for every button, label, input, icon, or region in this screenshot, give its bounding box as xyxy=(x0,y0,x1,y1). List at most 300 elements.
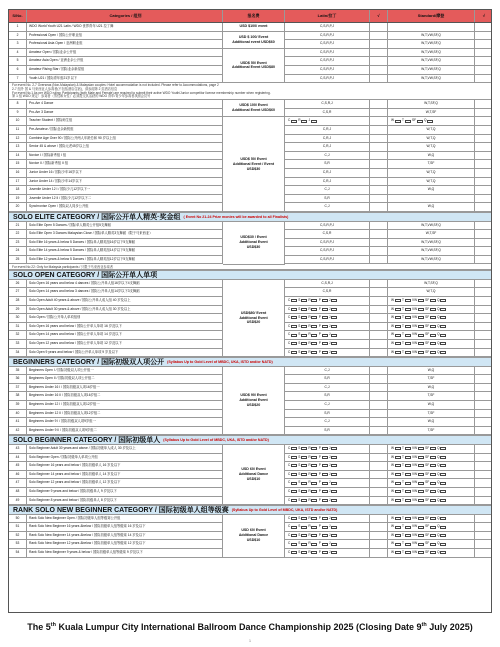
dance-checkbox[interactable] xyxy=(418,464,424,467)
dance-checkbox[interactable] xyxy=(418,447,424,450)
dance-checkbox[interactable] xyxy=(328,524,337,529)
standard-tick-cell[interactable] xyxy=(475,454,492,462)
dance-checkbox[interactable] xyxy=(328,323,337,328)
dance-checkbox[interactable] xyxy=(395,299,401,302)
latin-tick-cell[interactable] xyxy=(370,418,388,426)
standard-tick-cell[interactable] xyxy=(475,178,492,186)
standard-tick-cell[interactable] xyxy=(475,186,492,194)
dance-checkbox[interactable] xyxy=(440,473,446,476)
dance-checkbox[interactable] xyxy=(430,464,436,467)
dance-checkbox[interactable] xyxy=(395,120,401,123)
dance-checkbox[interactable] xyxy=(322,499,328,502)
dance-checkbox[interactable] xyxy=(430,308,436,311)
latin-tick-cell[interactable] xyxy=(370,340,388,348)
dance-checkbox[interactable] xyxy=(430,447,436,450)
dance-checkbox[interactable] xyxy=(311,464,317,467)
standard-tick-cell[interactable] xyxy=(475,230,492,238)
dance-checkbox[interactable] xyxy=(301,526,307,529)
dance-checkbox[interactable] xyxy=(440,342,446,345)
dance-checkbox[interactable] xyxy=(322,464,328,467)
standard-tick-cell[interactable] xyxy=(475,297,492,305)
dance-checkbox[interactable] xyxy=(405,120,411,123)
dance-checkbox[interactable] xyxy=(311,334,317,337)
standard-tick-cell[interactable] xyxy=(475,75,492,83)
dance-checkbox[interactable] xyxy=(405,499,411,502)
dance-checkbox[interactable] xyxy=(418,517,424,520)
dance-checkbox[interactable] xyxy=(311,534,317,537)
dance-checkbox[interactable] xyxy=(301,308,307,311)
dance-checkbox[interactable] xyxy=(405,543,411,546)
standard-tick-cell[interactable] xyxy=(475,384,492,392)
dance-checkbox[interactable] xyxy=(418,316,424,319)
latin-tick-cell[interactable] xyxy=(370,540,388,548)
dance-checkbox[interactable] xyxy=(405,490,411,493)
dance-checkbox[interactable] xyxy=(440,325,446,328)
latin-tick-cell[interactable] xyxy=(370,169,388,177)
dance-checkbox[interactable] xyxy=(328,550,337,555)
dance-checkbox[interactable] xyxy=(301,316,307,319)
dance-checkbox[interactable] xyxy=(301,342,307,345)
latin-tick-cell[interactable] xyxy=(370,479,388,487)
dance-checkbox[interactable] xyxy=(291,473,297,476)
dance-checkbox[interactable] xyxy=(430,316,436,319)
dance-checkbox[interactable] xyxy=(301,517,307,520)
dance-checkbox[interactable] xyxy=(440,490,446,493)
dance-checkbox[interactable] xyxy=(328,515,337,520)
latin-tick-cell[interactable] xyxy=(370,40,388,48)
latin-tick-cell[interactable] xyxy=(370,117,388,125)
dance-checkbox[interactable] xyxy=(322,299,328,302)
dance-checkbox[interactable] xyxy=(395,551,401,554)
dance-checkbox[interactable] xyxy=(430,473,436,476)
dance-checkbox[interactable] xyxy=(301,120,307,123)
dance-checkbox[interactable] xyxy=(311,473,317,476)
standard-tick-cell[interactable] xyxy=(475,532,492,540)
dance-checkbox[interactable] xyxy=(430,482,436,485)
dance-checkbox[interactable] xyxy=(322,325,328,328)
dance-checkbox[interactable] xyxy=(440,299,446,302)
dance-checkbox[interactable] xyxy=(301,456,307,459)
dance-checkbox[interactable] xyxy=(322,482,328,485)
standard-tick-cell[interactable] xyxy=(475,314,492,322)
standard-tick-cell[interactable] xyxy=(475,340,492,348)
dance-checkbox[interactable] xyxy=(291,526,297,529)
dance-checkbox[interactable] xyxy=(395,482,401,485)
standard-tick-cell[interactable] xyxy=(475,160,492,168)
dance-checkbox[interactable] xyxy=(395,490,401,493)
latin-tick-cell[interactable] xyxy=(370,401,388,409)
dance-checkbox[interactable] xyxy=(328,297,337,302)
dance-checkbox[interactable] xyxy=(301,543,307,546)
standard-tick-cell[interactable] xyxy=(475,471,492,479)
standard-tick-cell[interactable] xyxy=(475,392,492,400)
latin-tick-cell[interactable] xyxy=(370,323,388,331)
dance-checkbox[interactable] xyxy=(395,334,401,337)
dance-checkbox[interactable] xyxy=(291,299,297,302)
latin-tick-cell[interactable] xyxy=(370,515,388,523)
dance-checkbox[interactable] xyxy=(301,299,307,302)
dance-checkbox[interactable] xyxy=(430,334,436,337)
latin-tick-cell[interactable] xyxy=(370,349,388,357)
latin-tick-cell[interactable] xyxy=(370,100,388,108)
dance-checkbox[interactable] xyxy=(322,517,328,520)
standard-tick-cell[interactable] xyxy=(475,462,492,470)
standard-tick-cell[interactable] xyxy=(475,306,492,314)
dance-checkbox[interactable] xyxy=(440,316,446,319)
dance-checkbox[interactable] xyxy=(322,551,328,554)
latin-tick-cell[interactable] xyxy=(370,109,388,117)
standard-tick-cell[interactable] xyxy=(475,256,492,264)
dance-checkbox[interactable] xyxy=(328,445,337,450)
standard-tick-cell[interactable] xyxy=(475,523,492,531)
dance-checkbox[interactable] xyxy=(291,351,297,354)
latin-tick-cell[interactable] xyxy=(370,288,388,296)
dance-checkbox[interactable] xyxy=(291,447,297,450)
dance-checkbox[interactable] xyxy=(418,534,424,537)
dance-checkbox[interactable] xyxy=(405,316,411,319)
standard-tick-cell[interactable] xyxy=(475,427,492,435)
dance-checkbox[interactable] xyxy=(322,447,328,450)
standard-tick-cell[interactable] xyxy=(475,488,492,496)
standard-tick-cell[interactable] xyxy=(475,57,492,65)
dance-checkbox[interactable] xyxy=(322,351,328,354)
dance-checkbox[interactable] xyxy=(311,482,317,485)
dance-checkbox[interactable] xyxy=(322,490,328,493)
dance-checkbox[interactable] xyxy=(311,526,317,529)
dance-checkbox[interactable] xyxy=(301,482,307,485)
dance-checkbox[interactable] xyxy=(418,342,424,345)
dance-checkbox[interactable] xyxy=(418,490,424,493)
dance-checkbox[interactable] xyxy=(395,447,401,450)
latin-tick-cell[interactable] xyxy=(370,280,388,288)
standard-tick-cell[interactable] xyxy=(475,375,492,383)
dance-checkbox[interactable] xyxy=(301,325,307,328)
dance-checkbox[interactable] xyxy=(430,325,436,328)
dance-checkbox[interactable] xyxy=(301,351,307,354)
standard-tick-cell[interactable] xyxy=(475,117,492,125)
standard-tick-cell[interactable] xyxy=(475,323,492,331)
dance-checkbox[interactable] xyxy=(440,308,446,311)
dance-checkbox[interactable] xyxy=(301,464,307,467)
dance-checkbox[interactable] xyxy=(291,342,297,345)
dance-checkbox[interactable] xyxy=(301,447,307,450)
dance-checkbox[interactable] xyxy=(405,342,411,345)
latin-tick-cell[interactable] xyxy=(370,314,388,322)
dance-checkbox[interactable] xyxy=(322,473,328,476)
dance-checkbox[interactable] xyxy=(395,316,401,319)
dance-checkbox[interactable] xyxy=(311,447,317,450)
standard-tick-cell[interactable] xyxy=(475,49,492,57)
dance-checkbox[interactable] xyxy=(301,490,307,493)
standard-tick-cell[interactable] xyxy=(475,418,492,426)
dance-checkbox[interactable] xyxy=(291,456,297,459)
standard-tick-cell[interactable] xyxy=(475,549,492,557)
dance-checkbox[interactable] xyxy=(440,526,446,529)
dance-checkbox[interactable] xyxy=(322,534,328,537)
latin-tick-cell[interactable] xyxy=(370,471,388,479)
latin-tick-cell[interactable] xyxy=(370,297,388,305)
dance-checkbox[interactable] xyxy=(405,526,411,529)
dance-checkbox[interactable] xyxy=(311,551,317,554)
dance-checkbox[interactable] xyxy=(395,473,401,476)
dance-checkbox[interactable] xyxy=(311,299,317,302)
dance-checkbox[interactable] xyxy=(328,532,337,537)
dance-checkbox[interactable] xyxy=(405,473,411,476)
latin-tick-cell[interactable] xyxy=(370,152,388,160)
latin-tick-cell[interactable] xyxy=(370,23,388,31)
latin-tick-cell[interactable] xyxy=(370,49,388,57)
dance-checkbox[interactable] xyxy=(291,308,297,311)
dance-checkbox[interactable] xyxy=(301,334,307,337)
dance-checkbox[interactable] xyxy=(430,517,436,520)
latin-tick-cell[interactable] xyxy=(370,32,388,40)
latin-tick-cell[interactable] xyxy=(370,135,388,143)
latin-tick-cell[interactable] xyxy=(370,160,388,168)
dance-checkbox[interactable] xyxy=(430,351,436,354)
dance-checkbox[interactable] xyxy=(328,463,337,468)
dance-checkbox[interactable] xyxy=(291,482,297,485)
dance-checkbox[interactable] xyxy=(418,351,424,354)
dance-checkbox[interactable] xyxy=(405,308,411,311)
dance-checkbox[interactable] xyxy=(405,464,411,467)
dance-checkbox[interactable] xyxy=(322,543,328,546)
latin-tick-cell[interactable] xyxy=(370,488,388,496)
dance-checkbox[interactable] xyxy=(440,499,446,502)
standard-tick-cell[interactable] xyxy=(475,410,492,418)
latin-tick-cell[interactable] xyxy=(370,256,388,264)
standard-tick-cell[interactable] xyxy=(475,23,492,31)
dance-checkbox[interactable] xyxy=(418,299,424,302)
standard-tick-cell[interactable] xyxy=(475,135,492,143)
standard-tick-cell[interactable] xyxy=(475,540,492,548)
latin-tick-cell[interactable] xyxy=(370,239,388,247)
standard-tick-cell[interactable] xyxy=(475,143,492,151)
standard-tick-cell[interactable] xyxy=(475,100,492,108)
dance-checkbox[interactable] xyxy=(301,551,307,554)
latin-tick-cell[interactable] xyxy=(370,186,388,194)
dance-checkbox[interactable] xyxy=(405,517,411,520)
latin-tick-cell[interactable] xyxy=(370,375,388,383)
dance-checkbox[interactable] xyxy=(291,464,297,467)
dance-checkbox[interactable] xyxy=(328,488,337,493)
dance-checkbox[interactable] xyxy=(322,308,328,311)
standard-tick-cell[interactable] xyxy=(475,331,492,339)
dance-checkbox[interactable] xyxy=(291,120,297,123)
standard-tick-cell[interactable] xyxy=(475,349,492,357)
dance-checkbox[interactable] xyxy=(395,342,401,345)
standard-tick-cell[interactable] xyxy=(475,222,492,230)
dance-checkbox[interactable] xyxy=(311,499,317,502)
dance-checkbox[interactable] xyxy=(291,334,297,337)
standard-tick-cell[interactable] xyxy=(475,239,492,247)
dance-checkbox[interactable] xyxy=(405,482,411,485)
dance-checkbox[interactable] xyxy=(418,551,424,554)
latin-tick-cell[interactable] xyxy=(370,367,388,375)
latin-tick-cell[interactable] xyxy=(370,549,388,557)
dance-checkbox[interactable] xyxy=(291,316,297,319)
dance-checkbox[interactable] xyxy=(418,543,424,546)
dance-checkbox[interactable] xyxy=(328,541,337,546)
dance-checkbox[interactable] xyxy=(405,299,411,302)
dance-checkbox[interactable] xyxy=(322,526,328,529)
dance-checkbox[interactable] xyxy=(322,342,328,345)
dance-checkbox[interactable] xyxy=(405,447,411,450)
latin-tick-cell[interactable] xyxy=(370,143,388,151)
dance-checkbox[interactable] xyxy=(418,308,424,311)
standard-tick-cell[interactable] xyxy=(475,152,492,160)
dance-checkbox[interactable] xyxy=(291,499,297,502)
dance-checkbox[interactable] xyxy=(395,464,401,467)
dance-checkbox[interactable] xyxy=(395,308,401,311)
dance-checkbox[interactable] xyxy=(311,351,317,354)
dance-checkbox[interactable] xyxy=(418,473,424,476)
dance-checkbox[interactable] xyxy=(301,473,307,476)
latin-tick-cell[interactable] xyxy=(370,203,388,211)
dance-checkbox[interactable] xyxy=(328,332,337,337)
dance-checkbox[interactable] xyxy=(405,334,411,337)
dance-checkbox[interactable] xyxy=(440,482,446,485)
dance-checkbox[interactable] xyxy=(418,325,424,328)
dance-checkbox[interactable] xyxy=(322,334,328,337)
standard-tick-cell[interactable] xyxy=(475,203,492,211)
dance-checkbox[interactable] xyxy=(311,316,317,319)
dance-checkbox[interactable] xyxy=(311,308,317,311)
dance-checkbox[interactable] xyxy=(328,497,337,502)
dance-checkbox[interactable] xyxy=(395,534,401,537)
dance-checkbox[interactable] xyxy=(440,447,446,450)
dance-checkbox[interactable] xyxy=(418,526,424,529)
dance-checkbox[interactable] xyxy=(308,118,317,123)
standard-tick-cell[interactable] xyxy=(475,367,492,375)
dance-checkbox[interactable] xyxy=(405,351,411,354)
dance-checkbox[interactable] xyxy=(440,534,446,537)
dance-checkbox[interactable] xyxy=(328,471,337,476)
latin-tick-cell[interactable] xyxy=(370,497,388,505)
dance-checkbox[interactable] xyxy=(418,334,424,337)
dance-checkbox[interactable] xyxy=(430,551,436,554)
dance-checkbox[interactable] xyxy=(418,456,424,459)
dance-checkbox[interactable] xyxy=(430,456,436,459)
dance-checkbox[interactable] xyxy=(430,490,436,493)
dance-checkbox[interactable] xyxy=(395,526,401,529)
dance-checkbox[interactable] xyxy=(291,325,297,328)
latin-tick-cell[interactable] xyxy=(370,410,388,418)
latin-tick-cell[interactable] xyxy=(370,306,388,314)
dance-checkbox[interactable] xyxy=(311,543,317,546)
dance-checkbox[interactable] xyxy=(440,543,446,546)
dance-checkbox[interactable] xyxy=(395,325,401,328)
dance-checkbox[interactable] xyxy=(440,464,446,467)
standard-tick-cell[interactable] xyxy=(475,288,492,296)
dance-checkbox[interactable] xyxy=(430,342,436,345)
dance-checkbox[interactable] xyxy=(405,325,411,328)
latin-tick-cell[interactable] xyxy=(370,57,388,65)
standard-tick-cell[interactable] xyxy=(475,515,492,523)
standard-tick-cell[interactable] xyxy=(475,401,492,409)
dance-checkbox[interactable] xyxy=(328,306,337,311)
dance-checkbox[interactable] xyxy=(405,534,411,537)
dance-checkbox[interactable] xyxy=(395,351,401,354)
dance-checkbox[interactable] xyxy=(418,499,424,502)
dance-checkbox[interactable] xyxy=(328,454,337,459)
dance-checkbox[interactable] xyxy=(395,517,401,520)
latin-tick-cell[interactable] xyxy=(370,331,388,339)
dance-checkbox[interactable] xyxy=(427,120,433,123)
standard-tick-cell[interactable] xyxy=(475,32,492,40)
dance-checkbox[interactable] xyxy=(311,325,317,328)
dance-checkbox[interactable] xyxy=(395,543,401,546)
dance-checkbox[interactable] xyxy=(395,456,401,459)
dance-checkbox[interactable] xyxy=(430,543,436,546)
latin-tick-cell[interactable] xyxy=(370,532,388,540)
standard-tick-cell[interactable] xyxy=(475,247,492,255)
standard-tick-cell[interactable] xyxy=(475,66,492,74)
dance-checkbox[interactable] xyxy=(311,342,317,345)
dance-checkbox[interactable] xyxy=(395,499,401,502)
latin-tick-cell[interactable] xyxy=(370,445,388,453)
latin-tick-cell[interactable] xyxy=(370,427,388,435)
dance-checkbox[interactable] xyxy=(301,499,307,502)
latin-tick-cell[interactable] xyxy=(370,384,388,392)
latin-tick-cell[interactable] xyxy=(370,222,388,230)
dance-checkbox[interactable] xyxy=(291,551,297,554)
latin-tick-cell[interactable] xyxy=(370,178,388,186)
latin-tick-cell[interactable] xyxy=(370,195,388,203)
standard-tick-cell[interactable] xyxy=(475,445,492,453)
latin-tick-cell[interactable] xyxy=(370,75,388,83)
latin-tick-cell[interactable] xyxy=(370,126,388,134)
dance-checkbox[interactable] xyxy=(311,456,317,459)
dance-checkbox[interactable] xyxy=(328,340,337,345)
dance-checkbox[interactable] xyxy=(440,351,446,354)
dance-checkbox[interactable] xyxy=(430,299,436,302)
dance-checkbox[interactable] xyxy=(440,456,446,459)
dance-checkbox[interactable] xyxy=(418,482,424,485)
standard-tick-cell[interactable] xyxy=(475,40,492,48)
standard-tick-cell[interactable] xyxy=(475,280,492,288)
dance-checkbox[interactable] xyxy=(291,543,297,546)
dance-checkbox[interactable] xyxy=(430,499,436,502)
standard-tick-cell[interactable] xyxy=(475,497,492,505)
standard-tick-cell[interactable] xyxy=(475,479,492,487)
standard-tick-cell[interactable] xyxy=(475,169,492,177)
dance-checkbox[interactable] xyxy=(311,517,317,520)
dance-checkbox[interactable] xyxy=(417,120,423,123)
dance-checkbox[interactable] xyxy=(328,315,337,320)
latin-tick-cell[interactable] xyxy=(370,66,388,74)
dance-checkbox[interactable] xyxy=(291,517,297,520)
dance-checkbox[interactable] xyxy=(440,551,446,554)
latin-tick-cell[interactable] xyxy=(370,523,388,531)
dance-checkbox[interactable] xyxy=(328,349,337,354)
dance-checkbox[interactable] xyxy=(405,551,411,554)
latin-tick-cell[interactable] xyxy=(370,454,388,462)
latin-tick-cell[interactable] xyxy=(370,462,388,470)
dance-checkbox[interactable] xyxy=(322,456,328,459)
standard-tick-cell[interactable] xyxy=(475,109,492,117)
dance-checkbox[interactable] xyxy=(430,534,436,537)
latin-tick-cell[interactable] xyxy=(370,392,388,400)
dance-checkbox[interactable] xyxy=(405,456,411,459)
dance-checkbox[interactable] xyxy=(440,517,446,520)
dance-checkbox[interactable] xyxy=(430,526,436,529)
dance-checkbox[interactable] xyxy=(440,334,446,337)
latin-tick-cell[interactable] xyxy=(370,230,388,238)
dance-checkbox[interactable] xyxy=(291,534,297,537)
dance-checkbox[interactable] xyxy=(301,534,307,537)
dance-checkbox[interactable] xyxy=(328,480,337,485)
dance-checkbox[interactable] xyxy=(322,316,328,319)
